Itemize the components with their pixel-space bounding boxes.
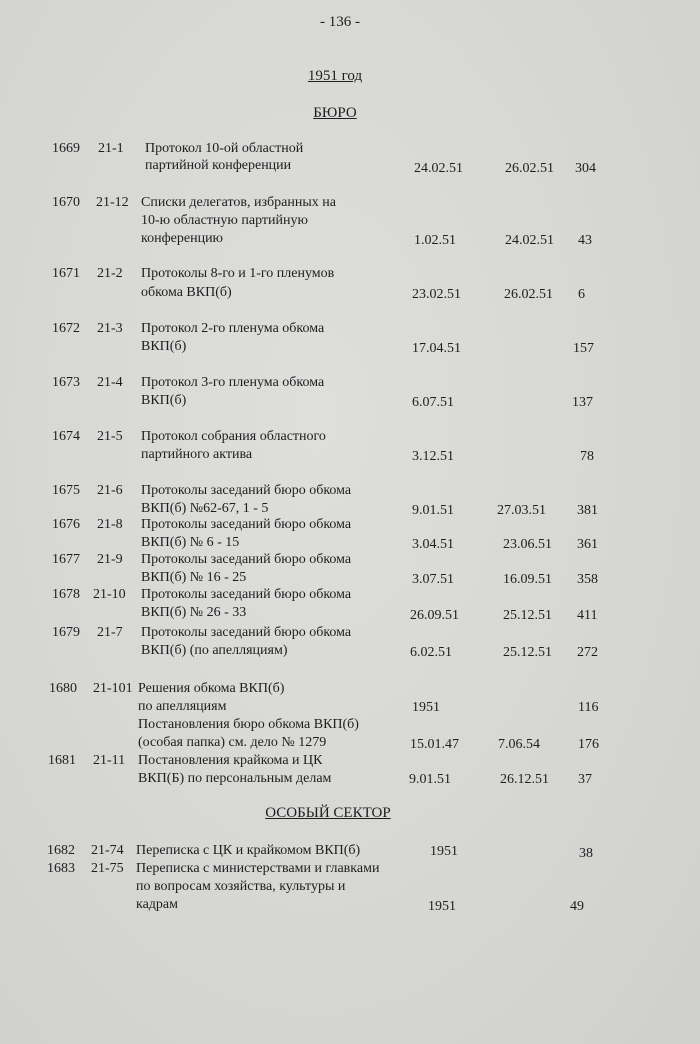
entry-end-date: 25.12.51 [503,645,552,660]
entry-pages: 137 [572,395,593,410]
entry-title-line: Протоколы заседаний бюро обкома [141,517,352,532]
entry-title-line: Протоколы заседаний бюро обкома [141,483,352,498]
entry-title-line: по апелляциям [138,699,227,714]
entry-title-line: ВКП(б) [141,393,187,408]
entry-start-date: 1.02.51 [414,233,456,248]
entry-start-date: 1951 [412,700,440,715]
entry-end-date: 27.03.51 [497,503,546,518]
entry-start-date: 9.01.51 [412,503,454,518]
entry-number: 1675 [52,483,80,498]
entry-number: 1677 [52,552,80,567]
entry-code: 21-8 [97,517,123,532]
entry-title-line: Переписка с министерствами и главками [136,861,380,876]
entry-title-line: Решения обкома ВКП(б) [138,681,285,696]
entry-start-date: 6.07.51 [412,395,454,410]
entry-start-date: 3.12.51 [412,449,454,464]
entry-pages: 6 [578,287,585,302]
entry-pages: 49 [570,899,584,914]
entry-pages: 176 [578,737,599,752]
entry-end-date: 26.12.51 [500,772,549,787]
entry-code: 21-101 [93,681,133,696]
entry-title-line: ВКП(Б) по персональным делам [138,771,332,786]
entry-end-date: 7.06.54 [498,737,540,752]
entry-title-line: Протокол 3-го пленума обкома [141,375,325,390]
entry-code: 21-6 [97,483,123,498]
entry-title-line: партийной конференции [145,158,292,173]
entry-code: 21-1 [98,141,124,156]
entry-end-date: 26.02.51 [505,161,554,176]
entry-title-line: Постановления крайкома и ЦК [138,753,323,768]
entry-title-line: ВКП(б) № 6 - 15 [141,535,240,550]
entry-number: 1673 [52,375,80,390]
section-heading-buro: БЮРО [313,105,357,121]
entry-number: 1678 [52,587,80,602]
entry-start-date: 1951 [430,844,458,859]
entry-code: 21-11 [93,753,126,768]
entry-code: 21-2 [97,266,123,281]
entry-title-line: Списки делегатов, избранных на [141,195,336,210]
entry-start-date: 24.02.51 [414,161,463,176]
entry-title-line: ВКП(б) [141,339,187,354]
entry-start-date: 15.01.47 [410,737,459,752]
entry-number: 1674 [52,429,80,444]
entry-end-date: 24.02.51 [505,233,554,248]
entry-pages: 43 [578,233,592,248]
entry-code: 21-9 [97,552,123,567]
entry-pages: 78 [580,449,594,464]
entry-start-date: 23.02.51 [412,287,461,302]
section-heading-special: ОСОБЫЙ СЕКТОР [265,805,391,821]
entry-title-line: 10-ю областную партийную [141,213,308,228]
entry-number: 1680 [49,681,77,696]
entry-start-date: 3.07.51 [412,572,454,587]
entry-title-line: обкома ВКП(б) [141,285,232,300]
entry-pages: 358 [577,572,598,587]
entry-title-line: Протокол собрания областного [141,429,326,444]
entry-title-line: ВКП(б) № 26 - 33 [141,605,247,620]
entry-title-line: Протокол 10-ой областной [145,141,304,156]
entry-code: 21-7 [97,625,123,640]
year-heading: 1951 год [307,68,363,84]
entry-number: 1683 [47,861,75,876]
entry-end-date: 26.02.51 [504,287,553,302]
page-number: - 136 - [320,14,360,30]
entry-pages: 37 [578,772,592,787]
entry-title-line: Протоколы заседаний бюро обкома [141,587,352,602]
entry-pages: 38 [579,846,593,861]
entry-pages: 411 [577,608,598,623]
entry-start-date: 26.09.51 [410,608,459,623]
entry-number: 1671 [52,266,80,281]
entry-number: 1682 [47,843,75,858]
entry-title-line: ВКП(б) № 16 - 25 [141,570,247,585]
entry-title-line: Протоколы заседаний бюро обкома [141,625,352,640]
entry-title-line: кадрам [136,897,178,912]
entry-pages: 381 [577,503,598,518]
entry-pages: 361 [577,537,598,552]
entry-pages: 304 [575,161,596,176]
entry-start-date: 17.04.51 [412,341,461,356]
entry-end-date: 23.06.51 [503,537,552,552]
entry-code: 21-75 [91,861,124,876]
entry-number: 1681 [48,753,76,768]
entry-title-line: партийного актива [141,447,253,462]
entry-end-date: 25.12.51 [503,608,552,623]
entry-start-date: 1951 [428,899,456,914]
entry-start-date: 6.02.51 [410,645,452,660]
entry-end-date: 16.09.51 [503,572,552,587]
entry-number: 1679 [52,625,80,640]
entry-pages: 272 [577,645,598,660]
entry-title-line: конференцию [141,231,224,246]
entry-title-line: ВКП(б) (по апелляциям) [141,643,288,658]
entry-code: 21-12 [96,195,129,210]
entry-number: 1676 [52,517,80,532]
entry-code: 21-4 [97,375,123,390]
entry-pages: 116 [578,700,599,715]
entry-title-line: Протоколы 8-го и 1-го пленумов [141,266,335,281]
entry-number: 1670 [52,195,80,210]
entry-code: 21-10 [93,587,126,602]
entry-code: 21-3 [97,321,123,336]
entry-start-date: 3.04.51 [412,537,454,552]
entry-code: 21-5 [97,429,123,444]
entry-title-line: Переписка с ЦК и крайкомом ВКП(б) [136,843,361,858]
entry-title-line: Протокол 2-го пленума обкома [141,321,325,336]
entry-pages: 157 [573,341,594,356]
entry-title-line: ВКП(б) №62-67, 1 - 5 [141,501,269,516]
entry-title-line: (особая папка) см. дело № 1279 [138,735,327,750]
entry-title-line: Протоколы заседаний бюро обкома [141,552,352,567]
entry-number: 1669 [52,141,80,156]
entry-start-date: 9.01.51 [409,772,451,787]
entry-number: 1672 [52,321,80,336]
entry-title-line: по вопросам хозяйства, культуры и [136,879,346,894]
entry-title-line: Постановления бюро обкома ВКП(б) [138,717,359,732]
entry-code: 21-74 [91,843,124,858]
